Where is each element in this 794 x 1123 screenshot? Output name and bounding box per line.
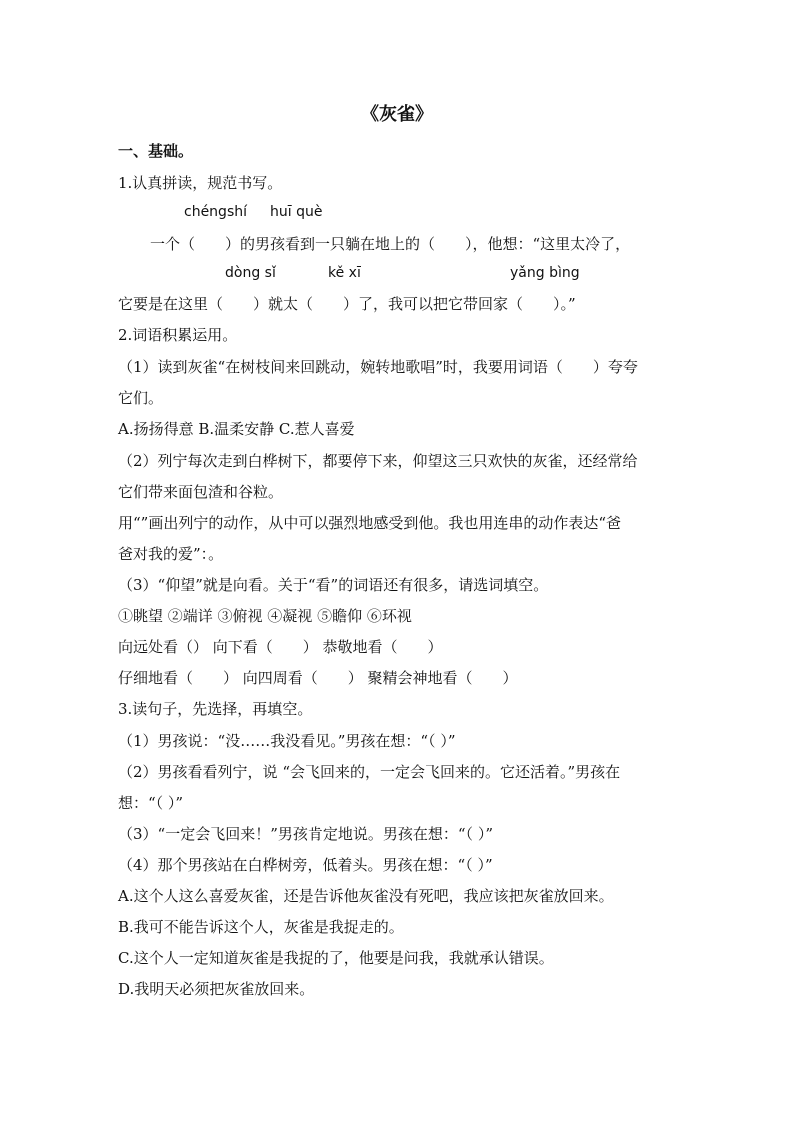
q2-sub2-line4: 爸对我的爱”：。 [118, 545, 224, 563]
q2-sub2-line1: （2）列宁每次走到白桦树下，都要停下来，仰望这三只欢快的灰雀，还经常给 [118, 452, 638, 470]
pinyin-dongsi: dòng sǐ [225, 265, 276, 281]
q1-prompt: 1.认真拼读，规范书写。 [118, 174, 283, 192]
q3-option-b: B.我可不能告诉这个人，灰雀是我捉走的。 [118, 918, 404, 936]
q3-option-d: D.我明天必须把灰雀放回来。 [118, 980, 315, 998]
q2-sub1-options: A.扬扬得意 B.温柔安静 C.惹人喜爱 [118, 420, 355, 438]
q2-sub2-line3: 用“”画出列宁的动作，从中可以强烈地感受到他。我也用连串的动作表达“爸 [118, 514, 622, 532]
q2-sub3-line1: （3）“仰望”就是向看。关于“看”的词语还有很多，请选词填空。 [118, 576, 549, 594]
pinyin-huique: huī què [270, 204, 323, 220]
pinyin-kexi: kě xī [328, 265, 361, 281]
q1-line1: 一个（ ）的男孩看到一只躺在地上的（ ），他想：“这里太冷了， [150, 235, 631, 253]
q3-prompt: 3.读句子，先选择，再填空。 [118, 700, 313, 718]
q3-s1: （1）男孩说：“没……我没看见。”男孩在想：“（ ）” [118, 732, 456, 750]
q3-s4: （4）那个男孩站在白桦树旁，低着头。男孩在想：“（ ）” [118, 856, 493, 874]
q2-sub3-words: ①眺望 ②端详 ③俯视 ④凝视 ⑤瞻仰 ⑥环视 [118, 607, 412, 625]
pinyin-chengshi: chéngshí [184, 204, 247, 220]
q2-sub3-fill1: 向远处看（） 向下看（ ） 恭敬地看（ ） [118, 638, 443, 656]
q2-sub1-line2: 它们。 [118, 389, 164, 407]
q3-s3: （3）“一定会飞回来！”男孩肯定地说。男孩在想：“（ ）” [118, 825, 493, 843]
q2-sub2-line2: 它们带来面包渣和谷粒。 [118, 483, 284, 501]
q2-sub1-line1: （1）读到灰雀“在树枝间来回跳动，婉转地歌唱”时，我要用词语（ ）夸夸 [118, 358, 638, 376]
q3-option-a: A.这个人这么喜爱灰雀，还是告诉他灰雀没有死吧，我应该把灰雀放回来。 [118, 887, 614, 905]
q2-sub3-fill2: 仔细地看（ ） 向四周看（ ） 聚精会神地看（ ） [118, 669, 518, 687]
pinyin-yangbing: yǎng bìng [510, 265, 580, 281]
q3-option-c: C.这个人一定知道灰雀是我捉的了，他要是问我，我就承认错误。 [118, 949, 554, 967]
page-title: 《灰雀》 [361, 104, 433, 125]
q3-s2-line1: （2）男孩看看列宁，说 “会飞回来的，一定会飞回来的。它还活着。”男孩在 [118, 763, 621, 781]
q3-s2-line2: 想：“（ ）” [118, 794, 184, 812]
section-heading: 一、基础。 [118, 142, 194, 160]
q1-line2: 它要是在这里（ ）就太（ ）了，我可以把它带回家（ ）。” [118, 295, 576, 313]
q2-prompt: 2.词语积累运用。 [118, 326, 238, 344]
